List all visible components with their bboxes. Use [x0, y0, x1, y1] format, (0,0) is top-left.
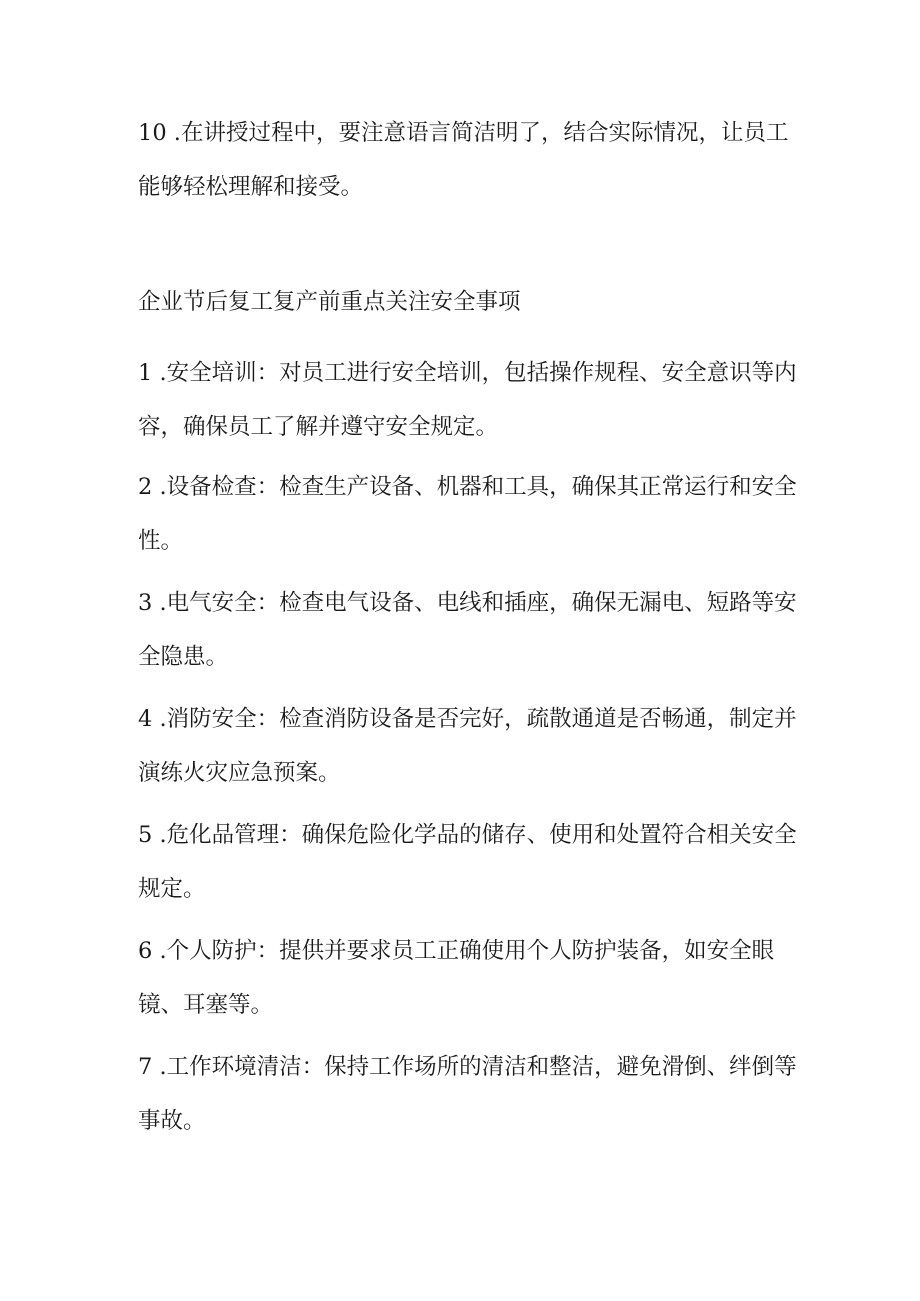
intro-text: .在讲授过程中，要注意语言简洁明了，结合实际情况，让员工能够轻松理解和接受。: [138, 120, 789, 200]
intro-number: 10: [138, 120, 167, 146]
list-item: [138, 346, 798, 454]
list-item: [138, 1040, 798, 1148]
item-text: .消防安全：检查消防设备是否完好，疏散通道是否畅通，制定并演练火灾应急预案。: [138, 706, 797, 786]
item-text: .安全培训：对员工进行安全培训，包括操作规程、安全意识等内容，确保员工了解并遵守安全规定。: [138, 360, 797, 440]
item-number: 1: [138, 360, 153, 386]
item-text: .个人防护：提供并要求员工正确使用个人防护装备，如安全眼镜、耳塞等。: [138, 938, 775, 1018]
item-number: 6: [138, 938, 153, 964]
list-item: [138, 808, 798, 916]
item-text: .危化品管理：确保危险化学品的储存、使用和处置符合相关安全规定。: [138, 822, 797, 902]
item-text: .电气安全：检查电气设备、电线和插座，确保无漏电、短路等安全隐患。: [138, 590, 797, 670]
item-number: 5: [138, 822, 153, 848]
section-title: 企业节后复工复产前重点关注安全事项: [138, 289, 521, 315]
list-item: [138, 576, 798, 684]
item-number: 3: [138, 590, 153, 616]
item-text: .设备检查：检查生产设备、机器和工具，确保其正常运行和安全性。: [138, 474, 797, 554]
list-item: [138, 924, 798, 1032]
item-text: .工作环境清洁：保持工作场所的清洁和整洁，避免滑倒、绊倒等事故。: [138, 1054, 797, 1134]
list-item: [138, 692, 798, 800]
list-item: [138, 460, 798, 568]
item-number: 7: [138, 1054, 153, 1080]
item-number: 2: [138, 474, 153, 500]
intro-paragraph: [138, 106, 798, 214]
item-number: 4: [138, 706, 153, 732]
